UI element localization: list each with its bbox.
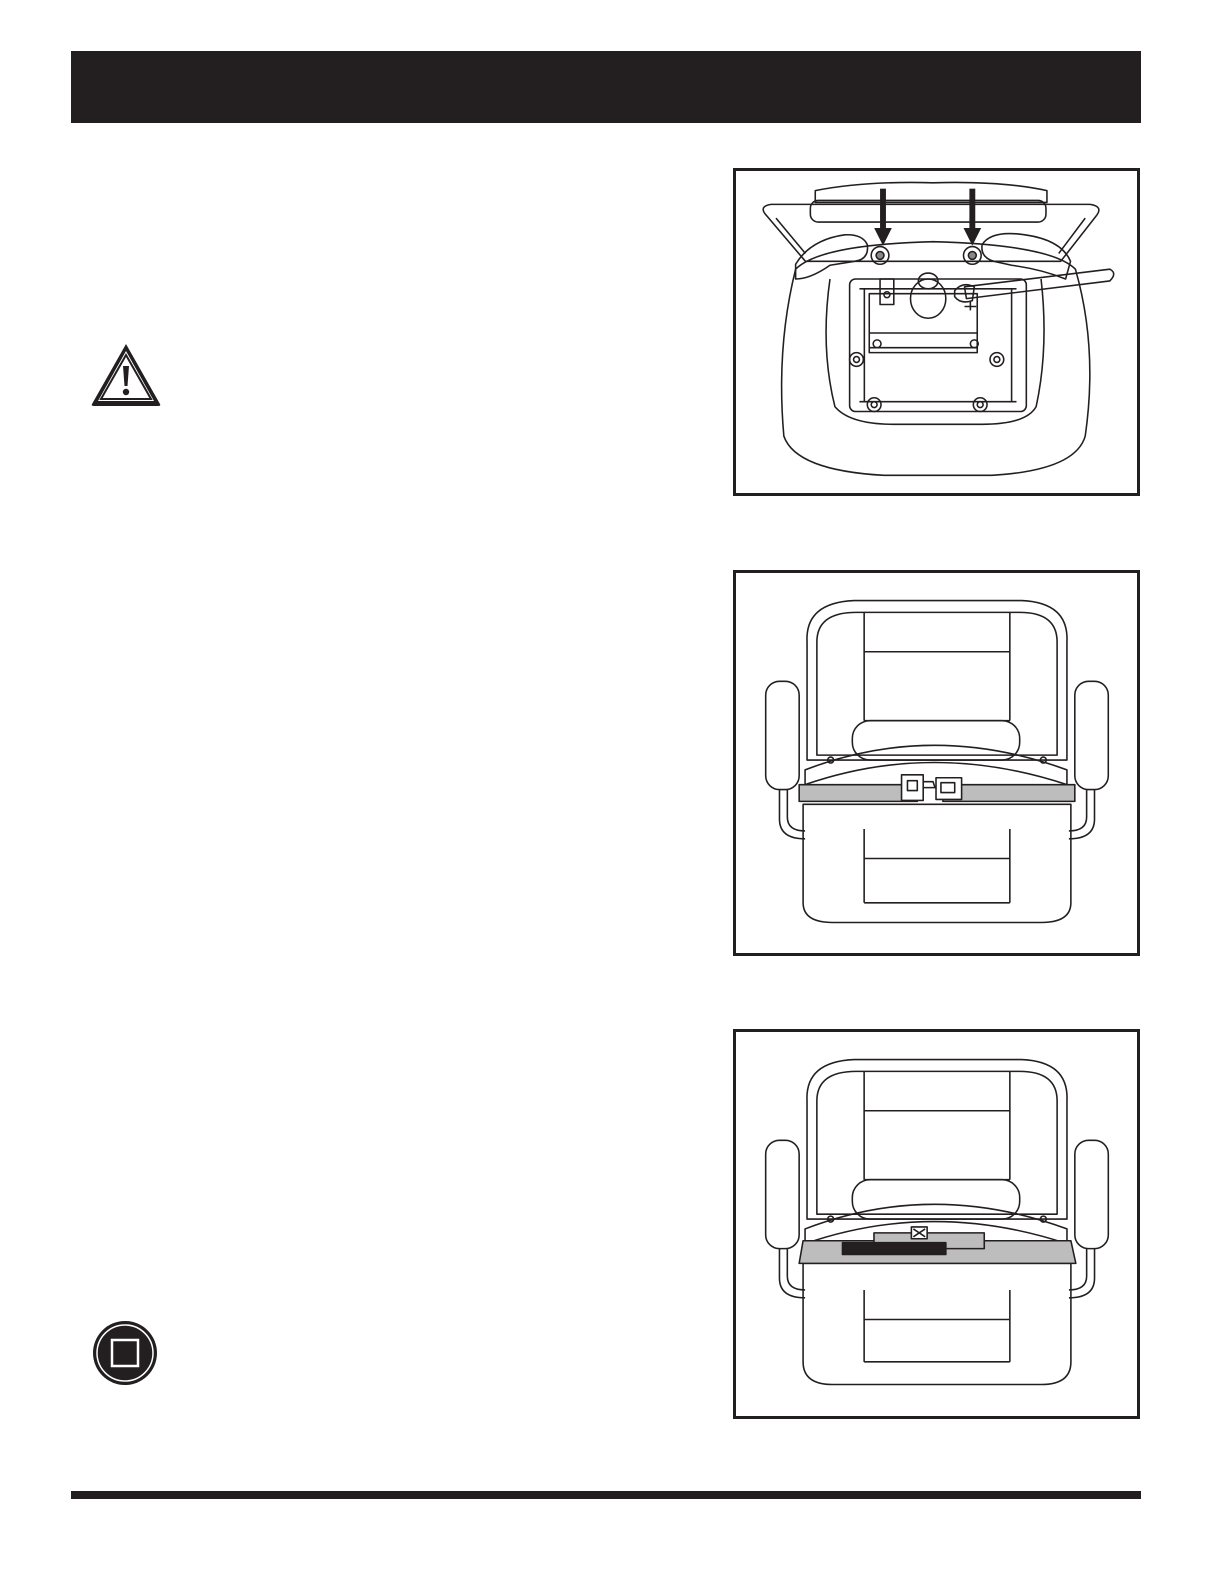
figure-seat-belt-unfastened: [733, 570, 1140, 956]
footer-rule: [71, 1491, 1141, 1499]
figure-seat-belt-fastened: [733, 1029, 1140, 1419]
figure-seat-underside: [733, 168, 1140, 496]
warning-triangle-icon: [90, 342, 162, 408]
header-bar: [71, 51, 1141, 123]
square-in-circle-icon: [92, 1320, 158, 1386]
